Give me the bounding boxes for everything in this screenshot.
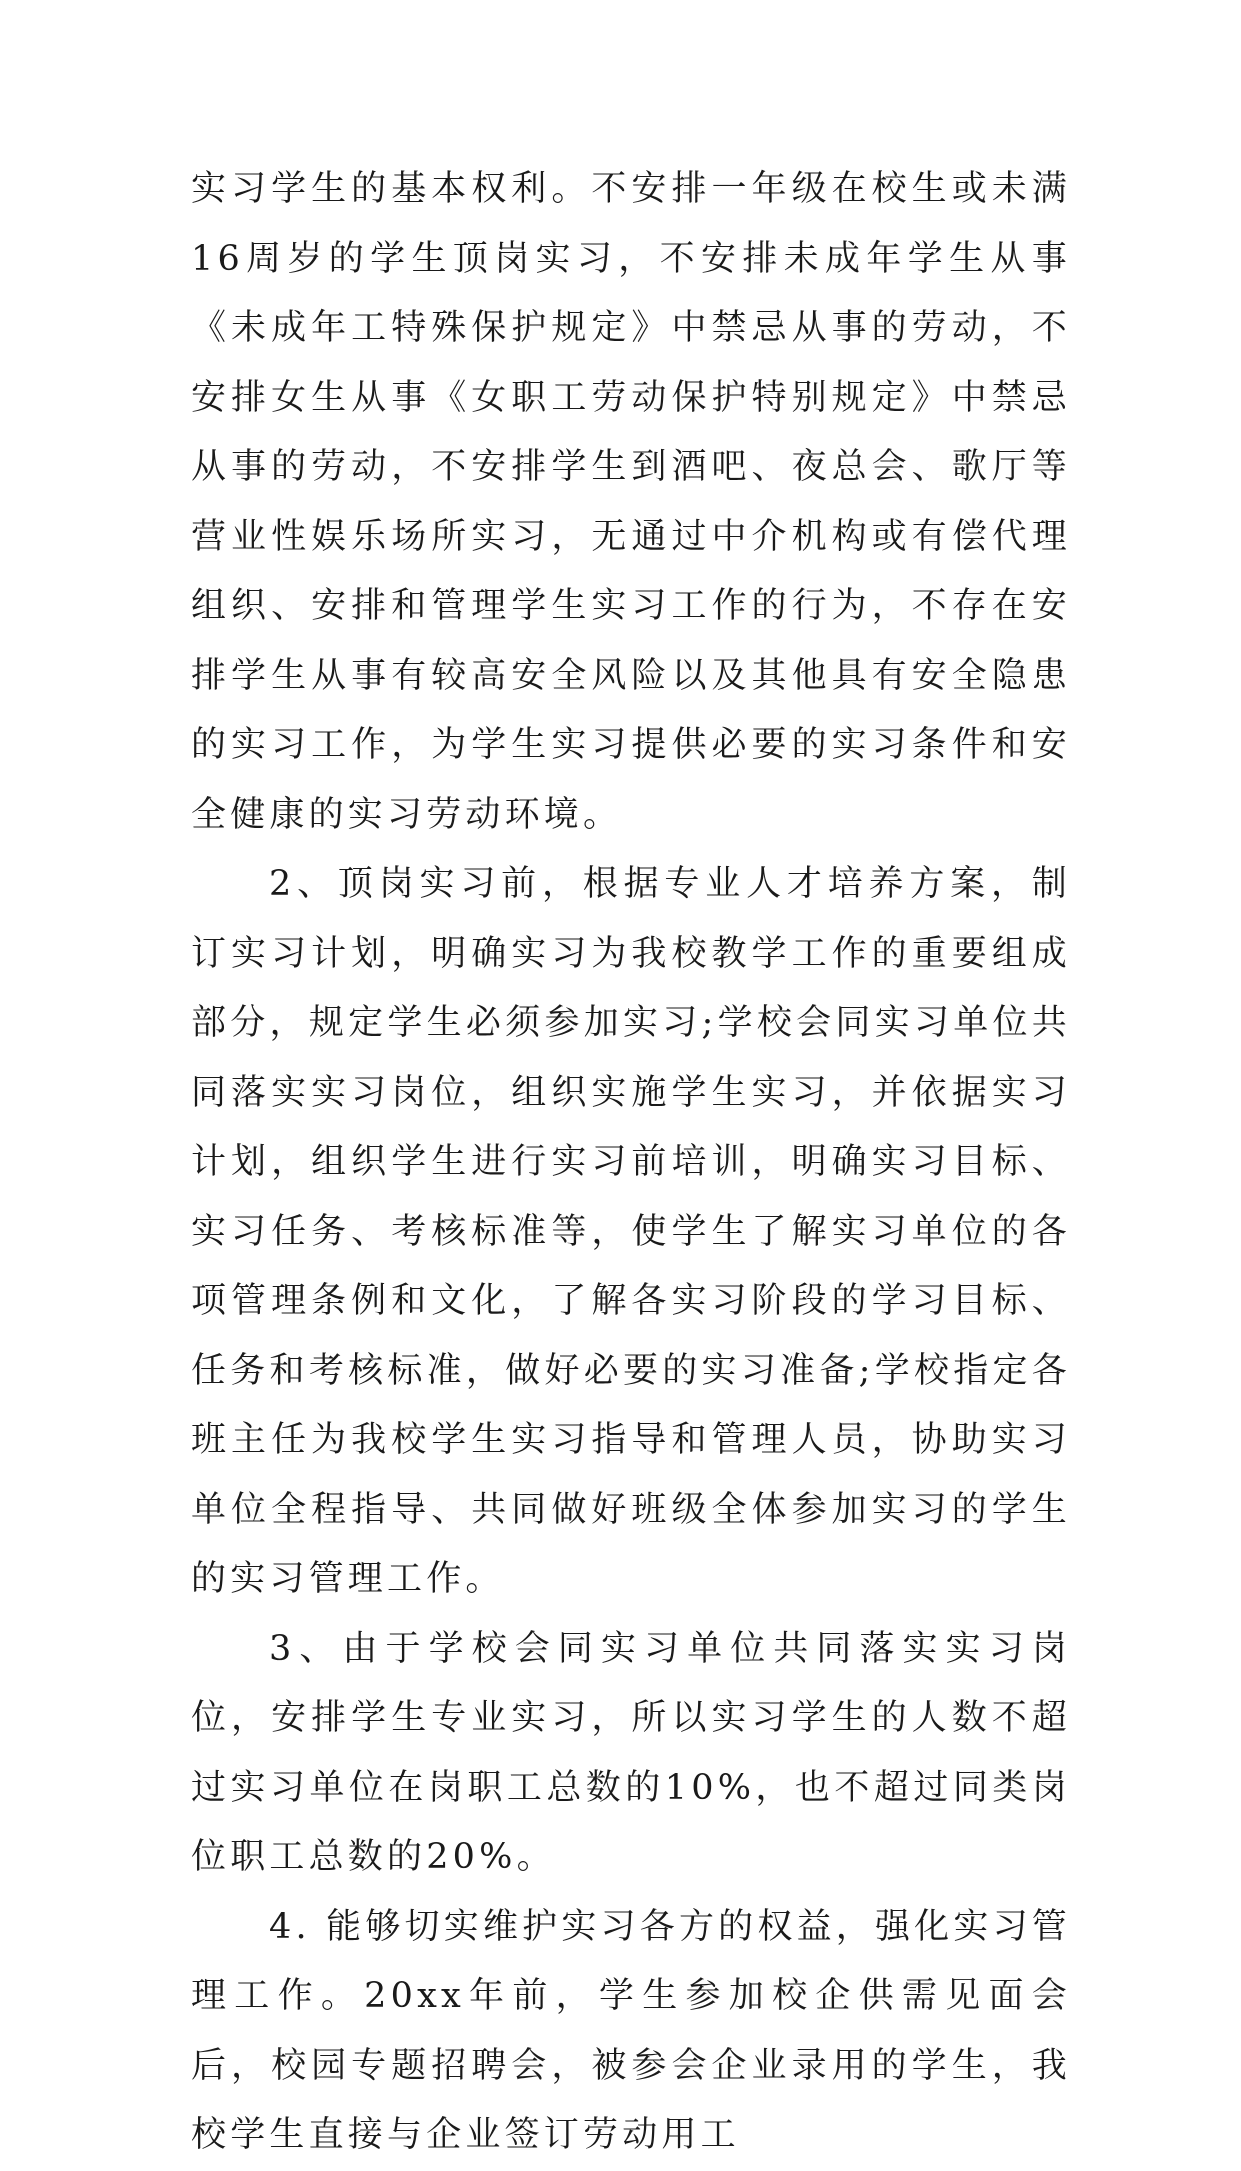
paragraph-item-3: 3、由于学校会同实习单位共同落实实习岗位，安排学生专业实习，所以实习学生的人数不超过实习单位在岗职工总数的10%，也不超过同类岗位职工总数的20%。 xyxy=(191,1628,1071,1877)
paragraph-item-4: 4. 能够切实维护实习各方的权益，强化实习管理工作。20xx年前，学生参加校企供需见面会后，校园专题招聘会，被参会企业录用的学生，我校学生直接与企业签订劳动用工 xyxy=(191,1906,1071,2155)
paragraph-rights: 实习学生的基本权利。不安排一年级在校生或未满16周岁的学生顶岗实习，不安排未成年学生从事《未成年工特殊保护规定》中禁忌从事的劳动，不安排女生从事《女职工劳动保护特别规定》中禁忌从事的劳动，不安排学生到酒吧、夜总会、歌厅等营业性娱乐场所实习，无通过中介机构或有偿代理组织、安排和管理学生实习工作的行为，不存在安排学生从事有较高安全风险以及其他具有安全隐患的实习工作，为学生实习提供必要的实习条件和安全健康的实习劳动环境。 xyxy=(191,169,1071,835)
paragraph-item-2: 2、顶岗实习前，根据专业人才培养方案，制订实习计划，明确实习为我校教学工作的重要组成部分，规定学生必须参加实习;学校会同实习单位共同落实实习岗位，组织实施学生实习，并依据实习计划，组织学生进行实习前培训，明确实习目标、实习任务、考核标准等，使学生了解实习单位的各项管理条例和文化，了解各实习阶段的学习目标、任务和考核标准，做好必要的实习准备;学校指定各班主任为我校学生实习指导和管理人员，协助实习单位全程指导、共同做好班级全体参加实习的学生的实习管理工作。 xyxy=(191,864,1071,1599)
document-body xyxy=(191,155,1071,2171)
